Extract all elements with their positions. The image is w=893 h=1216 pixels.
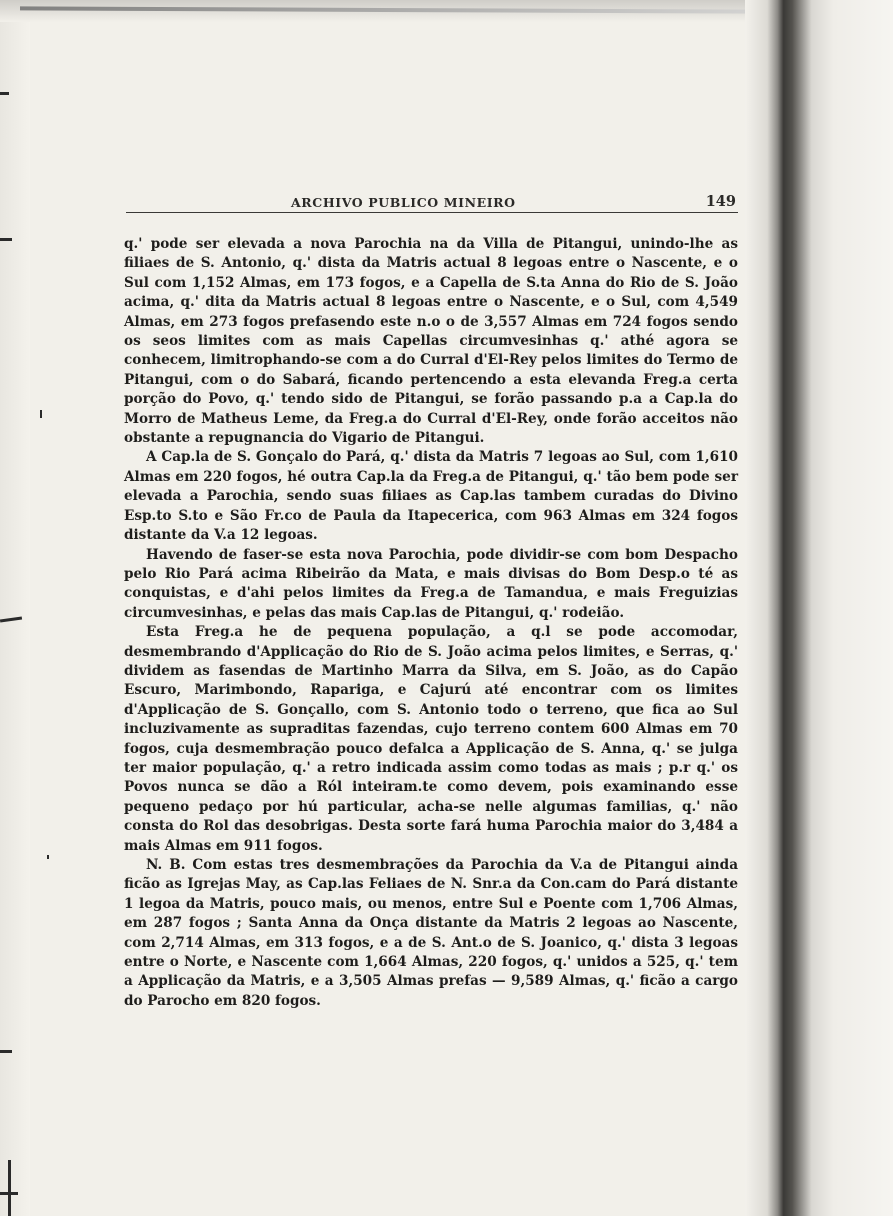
page-number: 149 bbox=[705, 193, 736, 210]
header-rule bbox=[126, 212, 738, 213]
paragraph: q.' pode ser elevada a nova Parochia na da Villa de Pitangui, unindo-lhe as filiaes de S. Antonio, q.' dista da Matris actual 8 legoas entre o Nascente, e o Sul com 1,152 Almas, em 173 fogos, e a Capella de S.ta Anna do Rio de S. João acima, q.' dita da Matris actual 8 legoas entre o Nascente, e o Sul, com 4,549 Almas, em 273 fogos prefasendo este n.o o de 3,557 Almas em 724 fogos sendo os seos limites com as mais Capellas circumvesinhas q.' athé agora se conhecem, limitrophando-se com a do Curral d'El-Rey pelos limites do Termo de Pitangui, com o do Sabará, ficando pertencendo a esta elevanda Freg.a certa porção do Povo, q.' tendo sido de Pitangui, se forão passando p.a a Cap.la do Morro de Matheus Leme, da Freg.a do Curral d'El-Rey, onde forão acceitos não obstante a repugnancia do Vigario de Pitangui. bbox=[124, 236, 738, 447]
scan-margin-mark bbox=[0, 92, 9, 95]
paragraph: N. B. Com estas tres desmembrações da Parochia da V.a de Pitangui ainda ficão as Igrejas May, as Cap.las Feliaes de N. Snr.a da Con.cam do Pará distante 1 legoa da Matris, pouco mais, ou menos, entre Sul e Poente com 1,706 Almas, em 287 fogos ; Santa Anna da Onça distante da Matris 2 legoas ao Nascente, com 2,714 Almas, em 313 fogos, e a de S. Ant.o de S. Joanico, q.' dista 3 legoas entre o Norte, e Nascente com 1,664 Almas, 220 fogos, q.' unidos a 525, q.' tem a Applicação da Matris, e a 3,505 Almas prefas — 9,589 Almas, q.' ficão a cargo do Parocho em 820 fogos. bbox=[124, 857, 738, 1009]
paragraph: Havendo de faser-se esta nova Parochia, pode dividir-se com bom Despacho pelo Rio Pará acima Ribeirão da Mata, e mais divisas do Bom Desp.o té as conquistas, e d'ahi pelos limites da Freg.a de Tamandua, e mais Freguizias circumvesinhas, e pelas das mais Cap.las de Pitangui, q.' rodeião. bbox=[124, 546, 738, 621]
running-header bbox=[128, 191, 738, 213]
scan-left-margin bbox=[0, 0, 30, 1216]
scan-right-binding-shadow bbox=[745, 0, 893, 1216]
paragraph: A Cap.la de S. Gonçalo do Pará, q.' dista da Matris 7 legoas ao Sul, com 1,610 Almas em 220 fogos, hé outra Cap.la da Freg.a de Pitangui, q.' tão bem pode ser elevada a Parochia, sendo suas filiaes as Cap.las tambem curadas do Divino Esp.to S.to e São Fr.co de Paula da Itapecerica, com 963 Almas em 324 fogos distante da V.a 12 legoas. bbox=[124, 449, 738, 544]
scan-margin-mark bbox=[0, 238, 12, 241]
running-header-title: ARCHIVO PUBLICO MINEIRO bbox=[291, 195, 516, 210]
body-text bbox=[124, 235, 738, 1011]
paragraph: Esta Freg.a he de pequena população, a q.l se pode accomodar, desmembrando d'Applicação do Rio de S. João acima pelos limites, e Serras, q.' dividem as fasendas de Martinho Marra da Silva, em S. João, as do Capão Escuro, Marimbondo, Rapariga, e Cajurú até encontrar com os limites d'Applicação de S. Gonçallo, com S. Antonio todo o terreno, que fica ao Sul incluzivamente as supraditas fazendas, cujo terreno contem 600 Almas em 70 fogos, cuja desmembração pouco defalca a Applicação de S. Anna, q.' se julga ter maior população, q.' a retro indicada assim como todas as mais ; p.r q.' os Povos nunca se dão a Ról inteiram.te como devem, pois examinando esse pequeno pedaço por hú particular, acha-se nelle algumas familias, q.' não consta do Rol das desobrigas. Desta sorte fará huma Parochia maior do 3,484 a mais Almas em 911 fogos. bbox=[124, 624, 738, 854]
scan-margin-mark bbox=[47, 855, 49, 859]
scan-margin-mark bbox=[8, 1160, 11, 1216]
scan-margin-mark bbox=[40, 410, 42, 418]
scan-margin-mark bbox=[0, 1050, 12, 1053]
